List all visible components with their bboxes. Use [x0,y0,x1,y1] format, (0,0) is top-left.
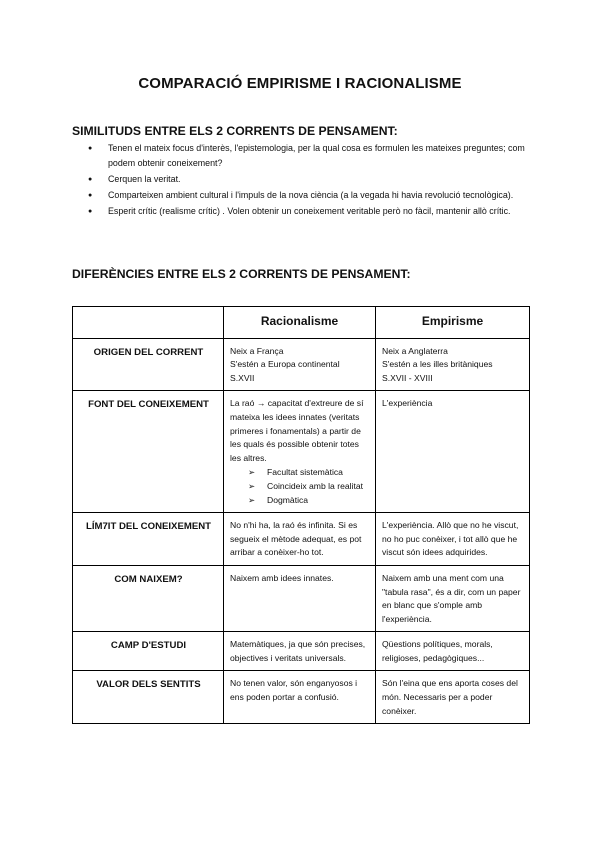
comparison-table [72,306,530,724]
table-row [73,391,530,513]
header-empty-cell [73,307,224,339]
cell-line: S.XVII [230,372,255,383]
list-item: ● Tenen el mateix focus d'interès, l'epistemologia, per la qual cosa es formulen les mateixes preguntes; com podem obtenir coneixement? [74,141,534,171]
empirisme-cell: L'experiència. Allò que no he viscut, no ho puc conèixer, i tot allò que he viscut són idees adquirides. [376,513,530,566]
cell-line: S.XVII - XVIII [382,372,433,383]
list-item: ➢ Dogmàtica [230,494,370,508]
list-item: ● Comparteixen ambient cultural i l'impuls de la nova ciència (a la vegada hi havia revolució tecnològica). [74,188,534,203]
list-item: ● Esperit crític (realisme crític) . Volen obtenir un coneixement veritable però no fàcil, mantenir allò crític. [74,204,534,219]
racionalisme-cell: Matemàtiques, ja que són precises, objectives i veritats universals. [224,632,376,671]
list-item: ➢ Facultat sistemàtica [230,466,370,480]
empirisme-cell: Són l'eina que ens aporta coses del món. Necessaris per a poder conèixer. [376,671,530,724]
racionalisme-cell: No tenen valor, són enganyosos i ens poden portar a confusió. [224,671,376,724]
table-row [73,671,530,724]
cell-line: Neix a Anglaterra [382,345,448,356]
row-label: LÍM7IT DEL CONEIXEMENT [73,513,224,566]
row-label: VALOR DELS SENTITS [73,671,224,724]
differences-heading: DIFERÈNCIES ENTRE ELS 2 CORRENTS DE PENSAMENT: [72,267,411,281]
empirisme-cell: Naixem amb una ment com una "tabula rasa", és a dir, com un paper en blanc que s'omple amb l'experiència. [376,565,530,631]
table-row [73,338,530,391]
cell-line: Neix a França [230,345,284,356]
header-racionalisme: Racionalisme [224,307,376,339]
row-label: FONT DEL CONEIXEMENT [73,391,224,513]
table-row [73,632,530,671]
racionalisme-cell [224,338,376,391]
similarities-heading: SIMILITUDS ENTRE ELS 2 CORRENTS DE PENSAMENT: [72,124,398,138]
empirisme-cell [376,338,530,391]
table-row [73,565,530,631]
row-label: CAMP D'ESTUDI [73,632,224,671]
list-item: ➢ Coincideix amb la realitat [230,480,370,494]
header-empirisme: Empirisme [376,307,530,339]
cell-line: S'estén a Europa continental [230,359,340,370]
arrow-list [230,466,370,507]
cell-line: S'estén a les illes britàniques [382,359,493,370]
list-item: ● Cerquen la veritat. [74,172,534,187]
row-label: COM NAIXEM? [73,565,224,631]
similarities-list [74,141,534,220]
racionalisme-cell [224,391,376,513]
racionalisme-cell: Naixem amb idees innates. [224,565,376,631]
page-title: COMPARACIÓ EMPIRISME I RACIONALISME [138,75,462,92]
row-label: ORIGEN DEL CORRENT [73,338,224,391]
table-row [73,513,530,566]
cell-text: La raó → capacitat d'extreure de sí mateixa les idees innates (veritats primeres i fonamentals) a partir de les quals és possible obtenir totes les altres. [230,398,364,463]
racionalisme-cell: No n'hi ha, la raó és infinita. Si es segueix el mètode adequat, es pot arribar a conèixer-ho tot. [224,513,376,566]
empirisme-cell: Qüestions polítiques, morals, religioses, pedagògiques... [376,632,530,671]
table-header-row [73,307,530,339]
empirisme-cell: L'experiència [376,391,530,513]
